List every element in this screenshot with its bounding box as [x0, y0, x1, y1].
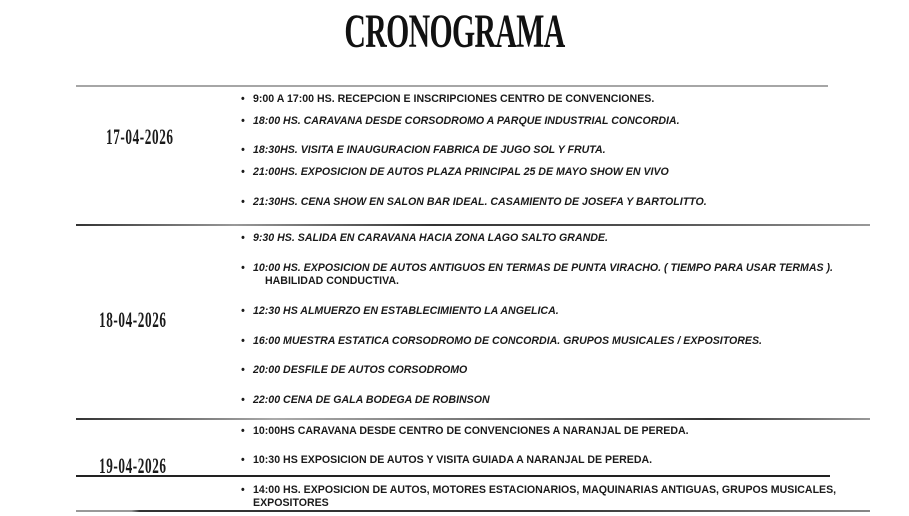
bullet-icon: •: [241, 394, 245, 406]
bullet-icon: •: [241, 484, 245, 496]
schedule-item: [241, 394, 490, 407]
divider: [76, 510, 870, 512]
bullet-icon: •: [241, 196, 245, 208]
bullet-icon: •: [241, 335, 245, 347]
bullet-icon: •: [241, 364, 245, 376]
bullet-icon: •: [241, 144, 245, 156]
item-text: 10:00 HS. EXPOSICION DE AUTOS ANTIGUOS EN TERMAS DE PUNTA VIRACHO. ( TIEMPO PARA USAR TERMAS ).: [253, 262, 833, 274]
bullet-icon: •: [241, 305, 245, 317]
divider: [76, 85, 828, 87]
schedule-item: [241, 364, 467, 377]
divider: [76, 224, 870, 226]
schedule-item: [241, 425, 689, 438]
schedule-item: [241, 232, 608, 245]
item-text: 9:00 A 17:00 HS. RECEPCION E INSCRIPCIONES CENTRO DE CONVENCIONES.: [253, 93, 655, 105]
item-text: 21:30HS. CENA SHOW EN SALON BAR IDEAL. CASAMIENTO DE JOSEFA Y BARTOLITTO.: [253, 196, 707, 208]
item-text: 21:00HS. EXPOSICION DE AUTOS PLAZA PRINCIPAL 25 DE MAYO SHOW EN VIVO: [253, 166, 669, 178]
item-text: 18:00 HS. CARAVANA DESDE CORSODROMO A PARQUE INDUSTRIAL CONCORDIA.: [253, 115, 680, 127]
page-title: CRONOGRAMA: [344, 5, 565, 58]
bullet-icon: •: [241, 232, 245, 244]
item-text: 10:00HS CARAVANA DESDE CENTRO DE CONVENCIONES A NARANJAL DE PEREDA.: [253, 425, 689, 437]
bullet-icon: •: [241, 115, 245, 127]
day-date: 19-04-2026: [99, 453, 167, 478]
schedule-item: [241, 305, 559, 318]
item-text: 12:30 HS ALMUERZO EN ESTABLECIMIENTO LA ANGELICA.: [253, 305, 559, 317]
item-text: 16:00 MUESTRA ESTATICA CORSODROMO DE CONCORDIA. GRUPOS MUSICALES / EXPOSITORES.: [253, 335, 762, 347]
item-text: 22:00 CENA DE GALA BODEGA DE ROBINSON: [253, 394, 490, 406]
bullet-icon: •: [241, 454, 245, 466]
item-text: 14:00 HS. EXPOSICION DE AUTOS, MOTORES ESTACIONARIOS, MAQUINARIAS ANTIGUAS, GRUPOS MUSICALES,: [253, 484, 837, 496]
bullet-icon: •: [241, 93, 245, 105]
schedule-item: [241, 454, 652, 467]
item-text: 20:00 DESFILE DE AUTOS CORSODROMO: [253, 364, 468, 376]
item-continuation: EXPOSITORES: [253, 497, 329, 509]
bullet-icon: •: [241, 166, 245, 178]
schedule-item: [241, 484, 836, 497]
bullet-icon: •: [241, 262, 245, 274]
divider: [76, 418, 870, 420]
divider: [76, 475, 830, 477]
schedule-item: [241, 196, 707, 209]
item-text: 10:30 HS EXPOSICION DE AUTOS Y VISITA GUIADA A NARANJAL DE PEREDA.: [253, 454, 653, 466]
schedule-item: [241, 144, 606, 157]
bullet-icon: •: [241, 425, 245, 437]
schedule-item: [241, 335, 762, 348]
item-text: 9:30 HS. SALIDA EN CARAVANA HACIA ZONA LAGO SALTO GRANDE.: [253, 232, 608, 244]
item-continuation: HABILIDAD CONDUCTIVA.: [265, 275, 399, 287]
schedule-item: [241, 115, 680, 128]
day-date: 18-04-2026: [99, 307, 167, 332]
schedule-item: [241, 93, 654, 106]
schedule-item: [241, 262, 833, 275]
schedule-item: [241, 166, 669, 179]
item-text: 18:30HS. VISITA E INAUGURACION FABRICA DE JUGO SOL Y FRUTA.: [253, 144, 606, 156]
day-date: 17-04-2026: [106, 124, 174, 149]
